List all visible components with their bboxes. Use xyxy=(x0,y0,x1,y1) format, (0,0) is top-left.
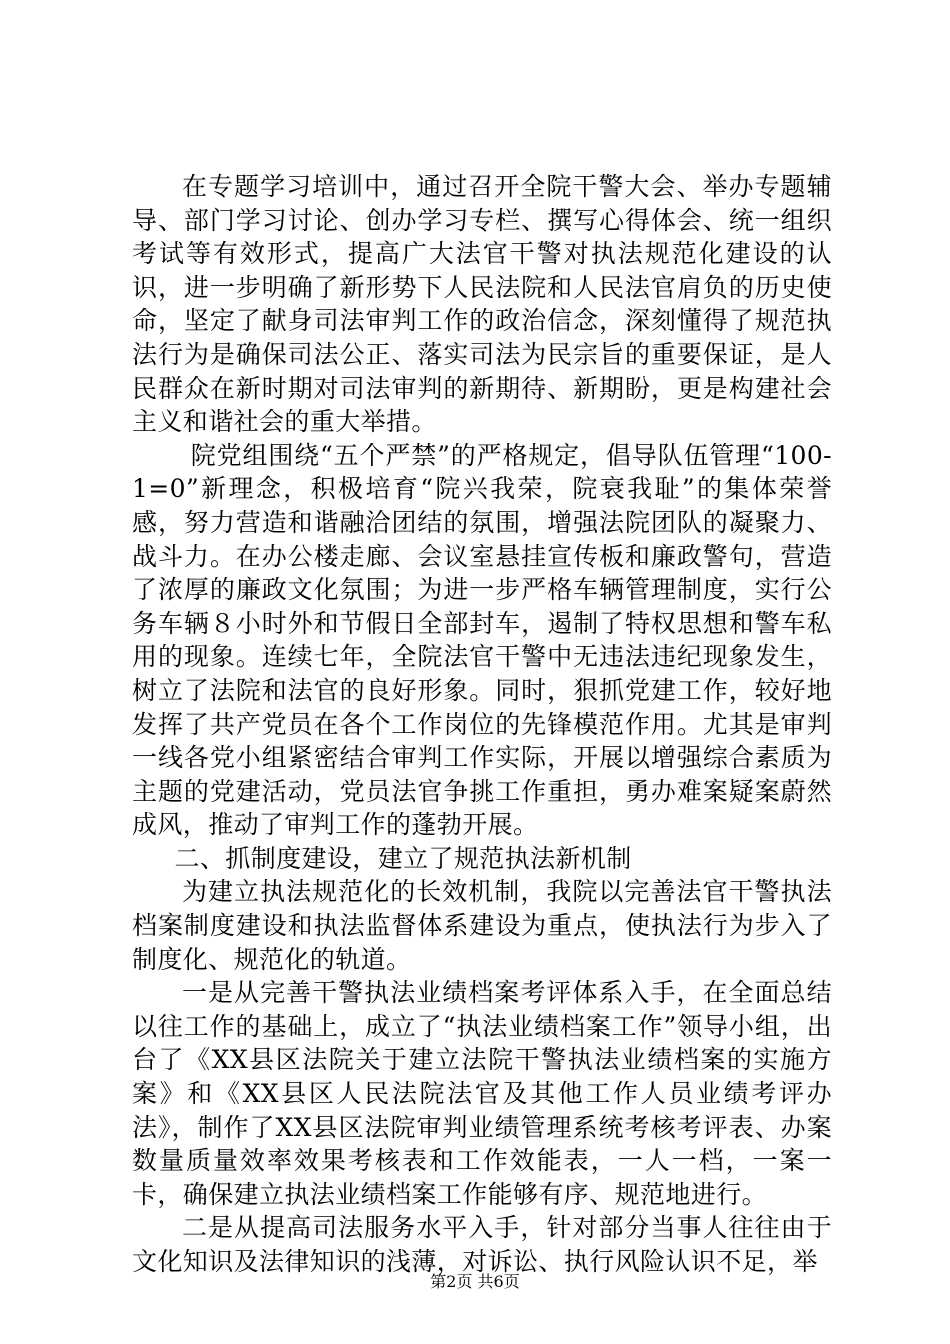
section-heading-system-building: 二、抓制度建设，建立了规范执法新机制 xyxy=(174,843,632,873)
paragraph-study-training: 在专题学习培训中，通过召开全院干警大会、举办专题辅导、部门学习讨论、创办学习专栏、撰写心得体会、统一组织考试等有效形式，提高广大法官干警对执法规范化建设的认识，进一步明确了新形势下人民法院和人民法官肩负的历史使命，坚定了献身司法审判工作的政治信念，深刻懂得了规范执法行为是确保司法公正、落实司法为民宗旨的重要保证，是人民群众在新时期对司法审判的新期待、新期盼，更是构建社会主义和谐社会的重大举措。 xyxy=(132,172,832,437)
paragraph-party-group: 院党组围绕“五个严禁”的严格规定，倡导队伍管理“100-1=0”新理念，积极培育“院兴我荣，院衰我耻”的集体荣誉感，努力营造和谐融洽团结的氛围，增强法院团队的凝聚力、战斗力。在办公楼走廊、会议室悬挂宣传板和廉政警句，营造了浓厚的廉政文化氛围；为进一步严格车辆管理制度，实行公务车辆８小时外和节假日全部封车，遏制了特权思想和警车私用的现象。连续七年，全院法官干警中无违法违纪现象发生，树立了法院和法官的良好形象。同时，狠抓党建工作，较好地发挥了共产党员在各个工作岗位的先锋模范作用。尤其是审判一线各党小组紧密结合审判工作实际，开展以增强综合素质为主题的党建活动，党员法官争挑工作重担，勇办难案疑案蔚然成风，推动了审判工作的蓬勃开展。 xyxy=(132,440,832,840)
document-body xyxy=(132,170,832,1279)
page-number-footer: 第2页 共6页 xyxy=(430,1272,520,1291)
paragraph-judicial-service: 二是从提高司法服务水平入手，针对部分当事人往往由于文化知识及法律知识的浅薄，对诉讼、执行风险认识不足，举 xyxy=(132,1213,832,1276)
paragraph-long-term-mechanism: 为建立执法规范化的长效机制，我院以完善法官干警执法档案制度建设和执法监督体系建设为重点，使执法行为步入了制度化、规范化的轨道。 xyxy=(132,877,832,974)
paragraph-performance-archive: 一是从完善干警执法业绩档案考评体系入手，在全面总结以往工作的基础上，成立了“执法业绩档案工作”领导小组，出台了《XX县区法院关于建立法院干警执法业绩档案的实施方案》和《XX县区人民法院法官及其他工作人员业绩考评办法》，制作了XX县区法院审判业绩管理系统考核考评表、办案数量质量效率效果考核表和工作效能表，一人一档，一案一卡，确保建立执法业绩档案工作能够有序、规范地进行。 xyxy=(132,978,832,1209)
